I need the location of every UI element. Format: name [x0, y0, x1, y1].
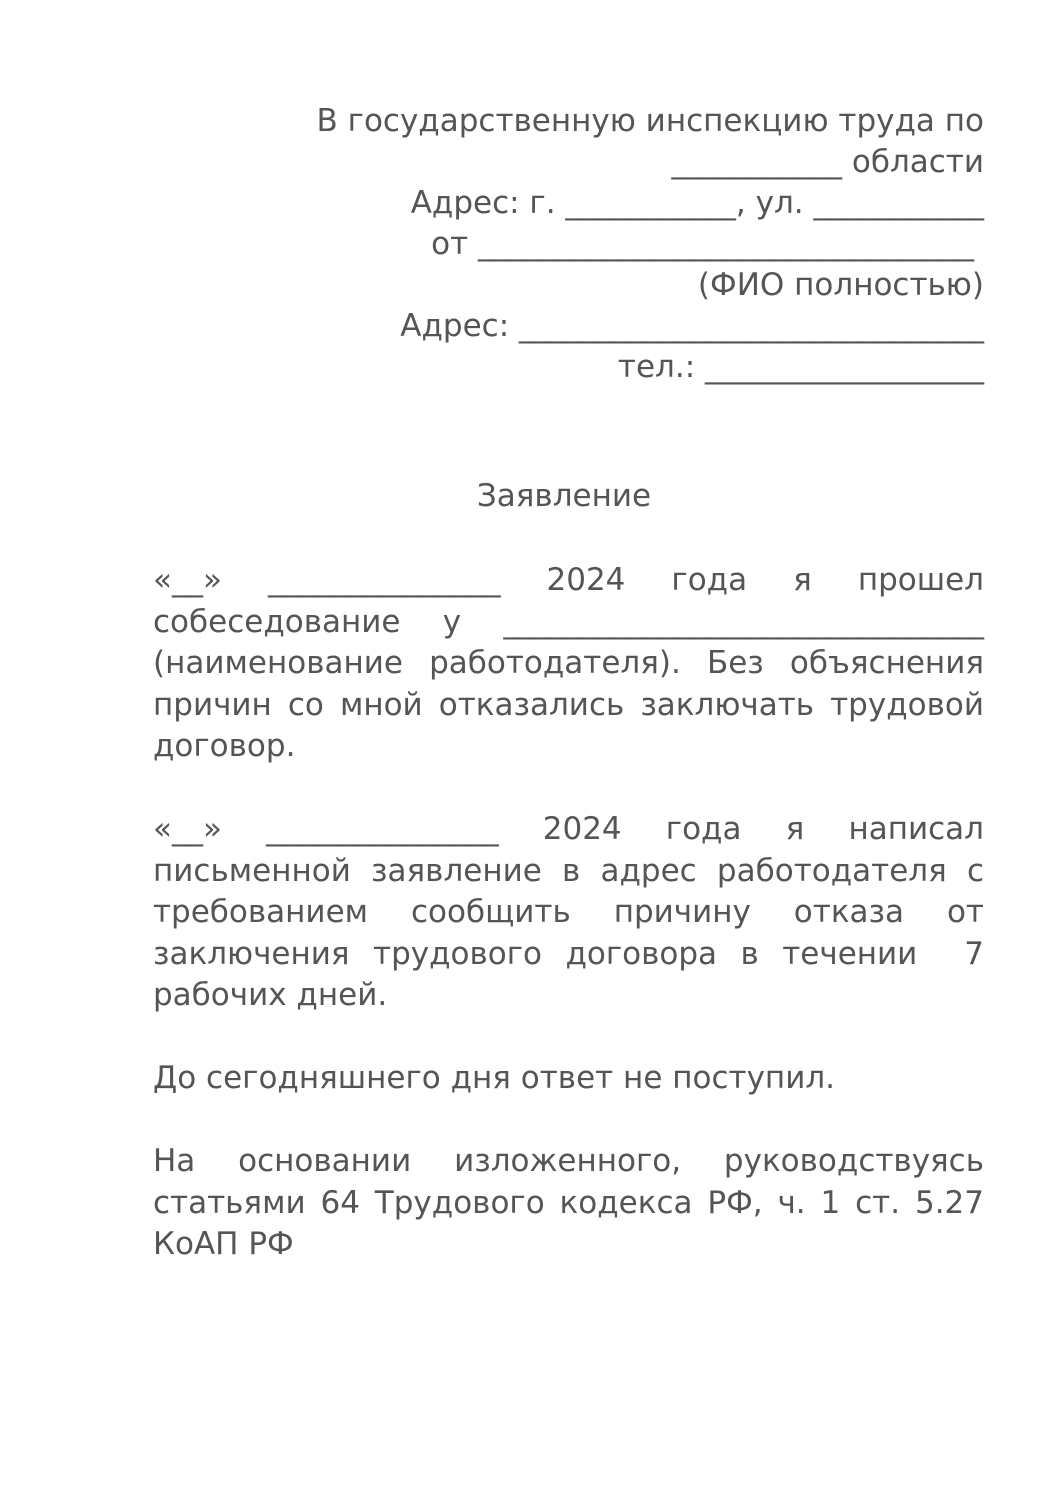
applicant-address-line: Адрес: ______________________________: [400, 308, 984, 344]
inspection-address-line: Адрес: г. ___________, ул. ___________: [410, 185, 984, 221]
document-title: Заявление: [476, 478, 652, 514]
paragraph-legal-basis: На основании изложенного, руководствуясь статьями 64 Трудового кодекса РФ, ч. 1 ст. 5.27 КоАП РФ: [153, 1143, 994, 1262]
applicant-phone-line: тел.: __________________: [617, 349, 984, 385]
addressee-block: [304, 101, 984, 388]
paragraph-written-request: «__» _______________ 2024 года я написал письменной заявление в адрес работодателя с требованием сообщить причину отказа от заключения трудового договора в течении 7 рабочих дней.: [153, 811, 994, 1013]
applicant-name-hint: (ФИО полностью): [697, 267, 984, 303]
document-body: [153, 560, 994, 1307]
addressee-line: В государственную инспекцию труда по: [316, 103, 984, 139]
region-line: ___________ области: [671, 144, 984, 180]
applicant-name-line: от ________________________________: [431, 226, 974, 262]
paragraph-interview: «__» _______________ 2024 года я прошел собеседование у _______________________________ (наименование работодателя). Без объяснения причин со мной отказались заключать трудовой договор.: [153, 562, 994, 764]
paragraph-no-answer: До сегодняшнего дня ответ не поступил.: [153, 1060, 836, 1096]
